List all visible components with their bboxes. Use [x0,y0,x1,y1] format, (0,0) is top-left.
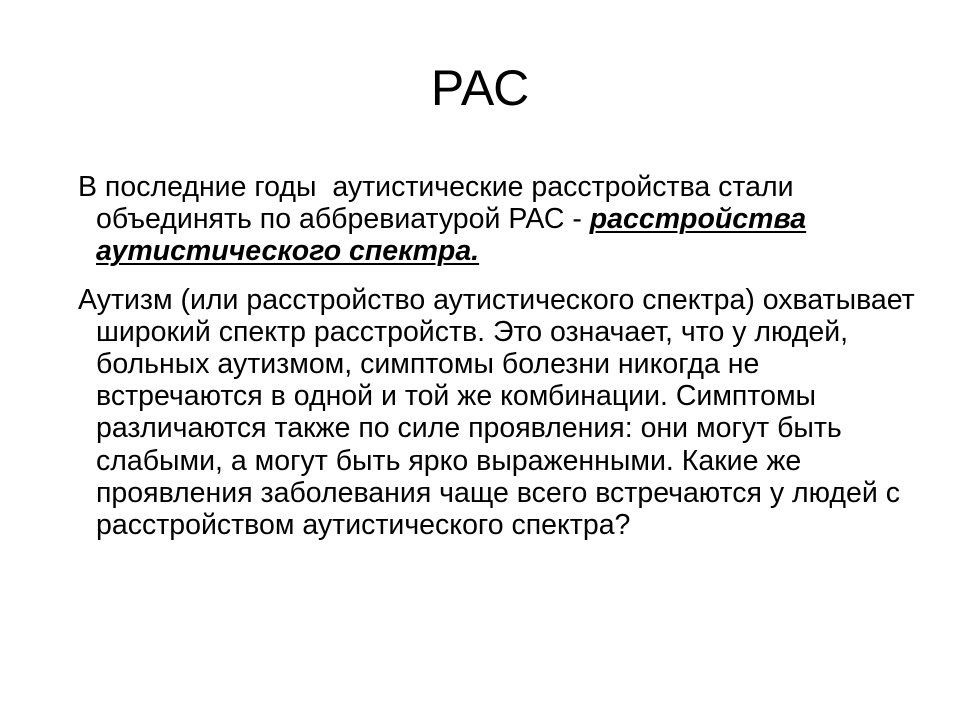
paragraph-autism-text: Аутизм (или расстройство аутистического спектра) охватывает широкий спектр расстройств. Это означает, что у людей, больных аутизмом, симптомы болезни никогда не встречаются в одной и той же комбинации. Симптомы различаются также по силе проявления: они могут быть слабыми, а могут быть ярко выраженными. Какие же проявления заболевания чаще всего встречаются у людей с расстройством аутистического спектра? [78,283,915,542]
slide-body [78,171,916,542]
slide-title: РАС [430,60,530,116]
paragraph-intro-emphasis: расстройства аутистического спектра. [96,203,807,268]
paragraph-intro-lead: В последние годы аутистические расстройства стали объединять по аббревиатурой РАС - [78,171,802,236]
paragraph-autism [78,283,916,542]
paragraph-intro [78,171,916,268]
